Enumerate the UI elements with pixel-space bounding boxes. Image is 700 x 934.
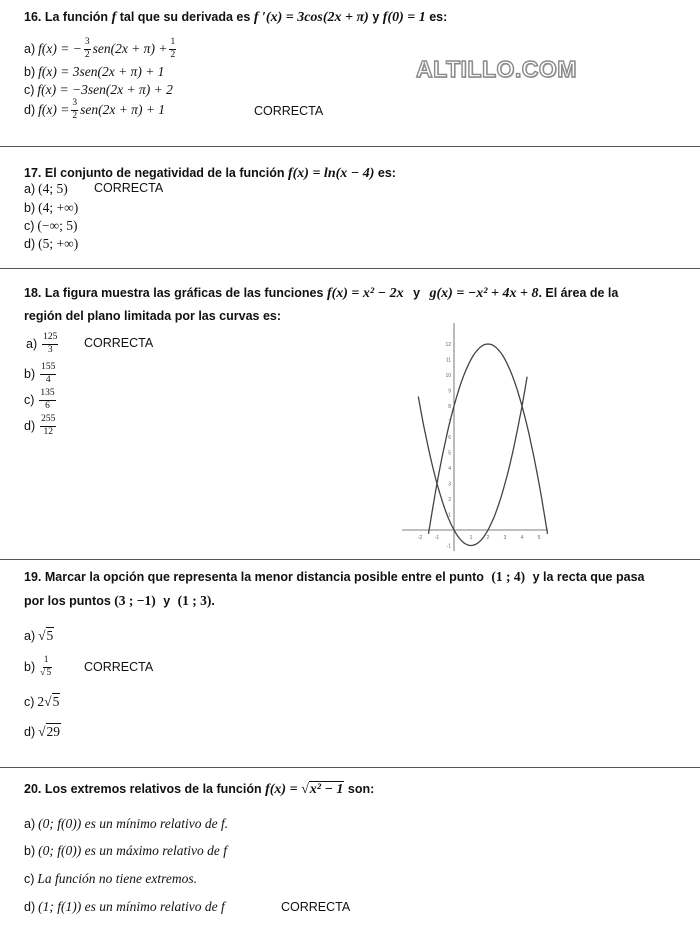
fraction: $\frac{1}{2}$: [170, 37, 176, 60]
q18-text: y: [413, 286, 421, 300]
q19-point-1: (3 ; −1): [114, 593, 156, 608]
q16-text: tal que su derivada es: [119, 10, 251, 24]
q20-function: f(x) = √x² − 1: [265, 782, 344, 797]
fraction: $\frac{3}{2}$: [84, 37, 90, 60]
q19-text: y: [163, 594, 171, 608]
option-label: b): [24, 367, 36, 381]
q19-text: Marcar la opción que representa la menor distancia posible entre el punto: [44, 570, 484, 584]
option-expr: (5; +∞): [38, 236, 79, 251]
q19-option-a[interactable]: [24, 628, 54, 644]
fraction: $\frac{255}{12}$: [41, 414, 56, 437]
q17-text: El conjunto de negatividad de la función: [44, 166, 285, 180]
option-expr: f(x) = −3sen(2x + π) + 2: [37, 82, 173, 97]
q16-option-a[interactable]: [24, 38, 178, 60]
q16-title: [24, 10, 447, 26]
q19-title-line2: [24, 593, 215, 609]
option-label: d): [24, 419, 36, 433]
fraction: $\frac{1}{√5}$: [40, 655, 52, 678]
sqrt-expr: √5: [38, 628, 54, 643]
x-tick-label: -2: [417, 535, 423, 541]
fraction: $\frac{3}{2}$: [72, 98, 78, 121]
y-tick-label: 2: [448, 497, 451, 503]
option-label: d): [24, 237, 36, 251]
q17-function: f(x) = ln(x − 4): [287, 166, 375, 181]
q20-number: 20.: [24, 782, 42, 796]
option-label: a): [24, 629, 36, 643]
q18-text: La figura muestra las gráficas de las funciones: [44, 286, 324, 300]
q20-option-b[interactable]: [24, 843, 227, 859]
option-expr: (4; +∞): [38, 200, 79, 215]
curve-f: [418, 377, 527, 546]
function-graph: [402, 323, 548, 551]
q18-title-line2: región del plano limitada por las curvas es:: [24, 309, 282, 323]
y-tick-label: 5: [448, 450, 451, 457]
option-expr: (0; f(0)) es un mínimo relativo de f.: [38, 816, 229, 831]
q18-option-c[interactable]: [24, 389, 58, 411]
q16-f: f: [111, 10, 117, 25]
option-label: b): [24, 201, 36, 215]
sqrt-expr: √29: [38, 724, 61, 739]
q17-option-d[interactable]: [24, 236, 78, 252]
q19-number: 19.: [24, 570, 42, 584]
option-expr: La función no tiene extremos.: [37, 871, 198, 886]
q19-point-2: (1 ; 3): [177, 593, 212, 608]
x-tick-label: 5: [537, 535, 541, 541]
q16-correct-mark: CORRECTA: [254, 104, 324, 118]
q18-correct-mark: CORRECTA: [84, 336, 154, 350]
option-label: c): [24, 695, 35, 709]
q17-title: [24, 166, 396, 182]
option-label: a): [24, 182, 36, 196]
divider: [0, 146, 700, 147]
q18-g: g(x) = −x² + 4x + 8: [429, 286, 539, 301]
q20-correct-mark: CORRECTA: [281, 900, 351, 914]
x-tick-label: -1: [434, 535, 440, 541]
q16-condition: f(0) = 1: [382, 10, 426, 25]
y-tick-label: 6: [448, 435, 451, 441]
option-expr: (−∞; 5): [37, 218, 78, 233]
y-tick-label: 9: [448, 388, 451, 395]
sqrt-expr: 2√5: [37, 694, 60, 709]
q18-title: [24, 286, 618, 302]
y-tick-label: 10: [445, 373, 451, 379]
q16-text: y: [372, 10, 380, 24]
y-tick-label: 11: [445, 357, 451, 364]
q18-option-a[interactable]: [26, 333, 60, 355]
option-label: b): [24, 660, 36, 674]
option-label: a): [24, 42, 36, 56]
y-tick-label: 1: [448, 512, 451, 519]
option-expr: (4; 5): [38, 181, 68, 196]
option-expr: f(x) =: [38, 102, 70, 117]
option-label: c): [24, 872, 35, 886]
q17-text: es:: [377, 166, 396, 180]
option-expr: sen(2x + π) +: [92, 41, 168, 56]
x-tick-label: 4: [520, 535, 524, 541]
divider: [0, 559, 700, 560]
option-label: b): [24, 65, 36, 79]
option-expr: sen(2x + π) + 1: [80, 102, 166, 117]
option-expr: (1; f(1)) es un mínimo relativo de f: [38, 899, 225, 914]
q18-number: 18.: [24, 286, 42, 300]
watermark: ALTILLO.COM: [416, 56, 577, 82]
q16-text: es:: [429, 10, 448, 24]
q19-point: (1 ; 4): [491, 569, 526, 584]
option-label: d): [24, 900, 36, 914]
q16-option-b[interactable]: [24, 64, 164, 80]
q19-title: [24, 569, 644, 585]
q19-text: .: [211, 594, 215, 608]
q17-option-b[interactable]: [24, 200, 78, 216]
fraction: $\frac{155}{4}$: [41, 362, 56, 385]
option-expr: (0; f(0)) es un máximo relativo de f: [38, 843, 227, 858]
q19-option-b[interactable]: [24, 656, 54, 678]
option-expr: f(x) = 3sen(2x + π) + 1: [38, 64, 165, 79]
q19-option-c[interactable]: [24, 694, 60, 710]
y-tick-label: 4: [448, 466, 451, 472]
q17-number: 17.: [24, 166, 42, 180]
option-expr: f(x) = −: [38, 41, 82, 56]
q18-option-b[interactable]: [24, 363, 58, 385]
option-label: d): [24, 103, 36, 117]
q20-option-d[interactable]: [24, 899, 225, 915]
q17-option-c[interactable]: [24, 218, 78, 234]
fraction: $\frac{125}{3}$: [43, 332, 58, 355]
q16-option-c[interactable]: [24, 82, 173, 98]
option-label: c): [24, 83, 35, 97]
option-label: c): [24, 393, 35, 407]
q18-text: . El área de la: [538, 286, 619, 300]
q16-derivative: f ′(x) = 3cos(2x + π): [253, 10, 369, 25]
q18-f: f(x) = x² − 2x: [326, 286, 404, 301]
q20-text: son:: [347, 782, 375, 796]
q17-correct-mark: CORRECTA: [94, 181, 164, 195]
q20-text: Los extremos relativos de la función: [44, 782, 262, 796]
x-tick-label: 2: [486, 535, 490, 541]
q16-number: 16.: [24, 10, 42, 24]
divider: [0, 268, 700, 269]
q18-option-d[interactable]: [24, 415, 58, 437]
q16-option-d[interactable]: [24, 99, 165, 121]
option-label: d): [24, 725, 36, 739]
fraction: $\frac{135}{6}$: [40, 388, 55, 411]
q19-text: y la recta que pasa: [532, 570, 645, 584]
x-tick-label: 3: [503, 535, 507, 541]
option-label: c): [24, 219, 35, 233]
x-tick-label: 1: [469, 535, 473, 541]
option-label: b): [24, 844, 36, 858]
divider: [0, 767, 700, 768]
option-label: a): [24, 817, 36, 831]
q17-option-a[interactable]: [24, 181, 68, 197]
y-tick-label: 12: [445, 342, 451, 348]
q19-option-d[interactable]: [24, 724, 61, 740]
y-tick-label: 7: [448, 419, 451, 426]
y-tick-label: -1: [446, 543, 451, 550]
q19-text: por los puntos: [24, 594, 111, 608]
option-label: a): [26, 337, 38, 351]
q20-option-c[interactable]: [24, 871, 197, 887]
y-tick-label: 8: [448, 404, 451, 410]
q19-correct-mark: CORRECTA: [84, 660, 154, 674]
y-tick-label: 3: [448, 481, 451, 488]
q20-option-a[interactable]: [24, 816, 228, 832]
q16-text: La función: [44, 10, 109, 24]
q20-title: [24, 782, 374, 798]
